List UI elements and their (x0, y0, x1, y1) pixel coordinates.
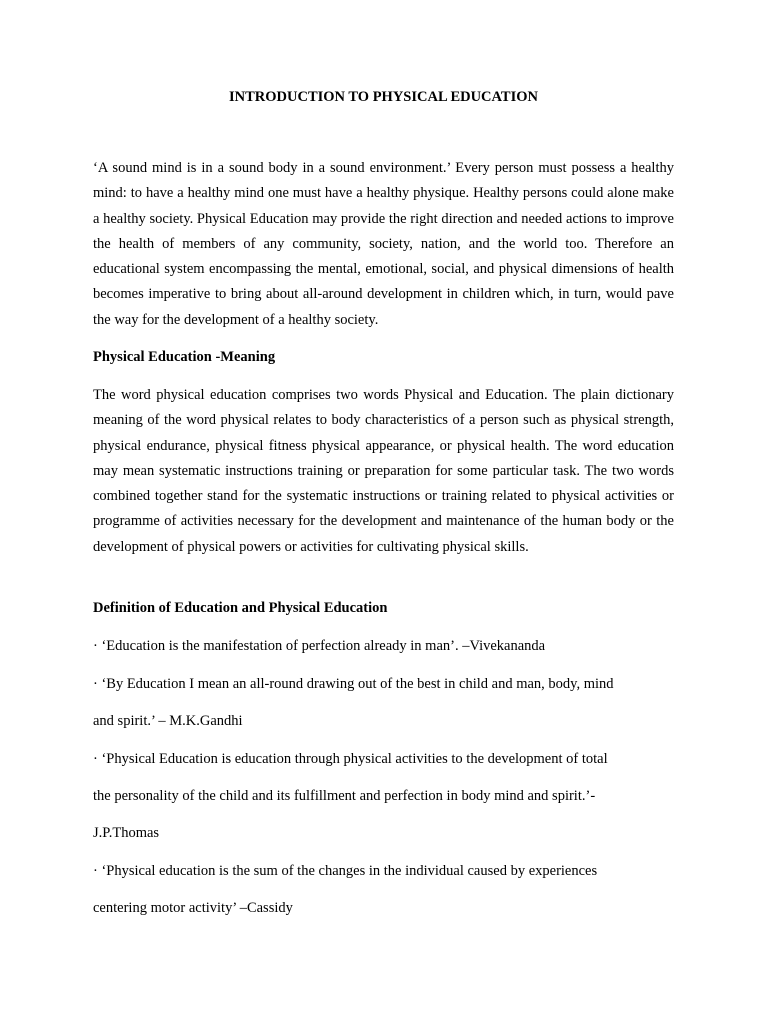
definition-heading: Definition of Education and Physical Education (93, 600, 388, 616)
definition-line: and spirit.’ – M.K.Gandhi (93, 713, 243, 729)
definition-line: · ‘Education is the manifestation of perfection already in man’. –Vivekananda (93, 638, 546, 654)
definition-line: centering motor activity’ –Cassidy (93, 900, 293, 916)
definition-line: J.P.Thomas (93, 825, 160, 841)
definition-line: · ‘Physical education is the sum of the changes in the individual caused by experiences (93, 863, 598, 879)
intro-paragraph: ‘A sound mind is in a sound body in a sound environment.’ Every person must possess a healthy mind: to have a healthy mind one must have a healthy physique. Healthy persons could alone make a healthy society. Physical Education may provide the right direction and needed actions to improve the health of members of any community, society, nation, and the world too. Therefore an educational system encompassing the mental, emotional, social, and physical dimensions of health becomes imperative to bring about all-around development in children which, in turn, would pave the way for the development of a healthy society. (93, 160, 674, 328)
definition-line: · ‘By Education I mean an all-round drawing out of the best in child and man, body, mind (93, 676, 614, 692)
definition-line: · ‘Physical Education is education through physical activities to the development of total (93, 751, 608, 767)
definition-line: the personality of the child and its fulfillment and perfection in body mind and spirit.’- (93, 788, 596, 804)
meaning-heading: Physical Education -Meaning (93, 349, 276, 365)
document-title: INTRODUCTION TO PHYSICAL EDUCATION (229, 89, 538, 105)
meaning-paragraph: The word physical education comprises two words Physical and Education. The plain dictionary meaning of the word physical relates to body characteristics of a person such as physical strength, physical endurance, physical fitness physical appearance, or physical health. The word education may mean systematic instructions training or preparation for some particular task. The two words combined together stand for the systematic instructions or training related to physical activities or programme of activities necessary for the development and maintenance of the human body or the development of physical powers or activities for cultivating physical skills. (93, 387, 674, 555)
